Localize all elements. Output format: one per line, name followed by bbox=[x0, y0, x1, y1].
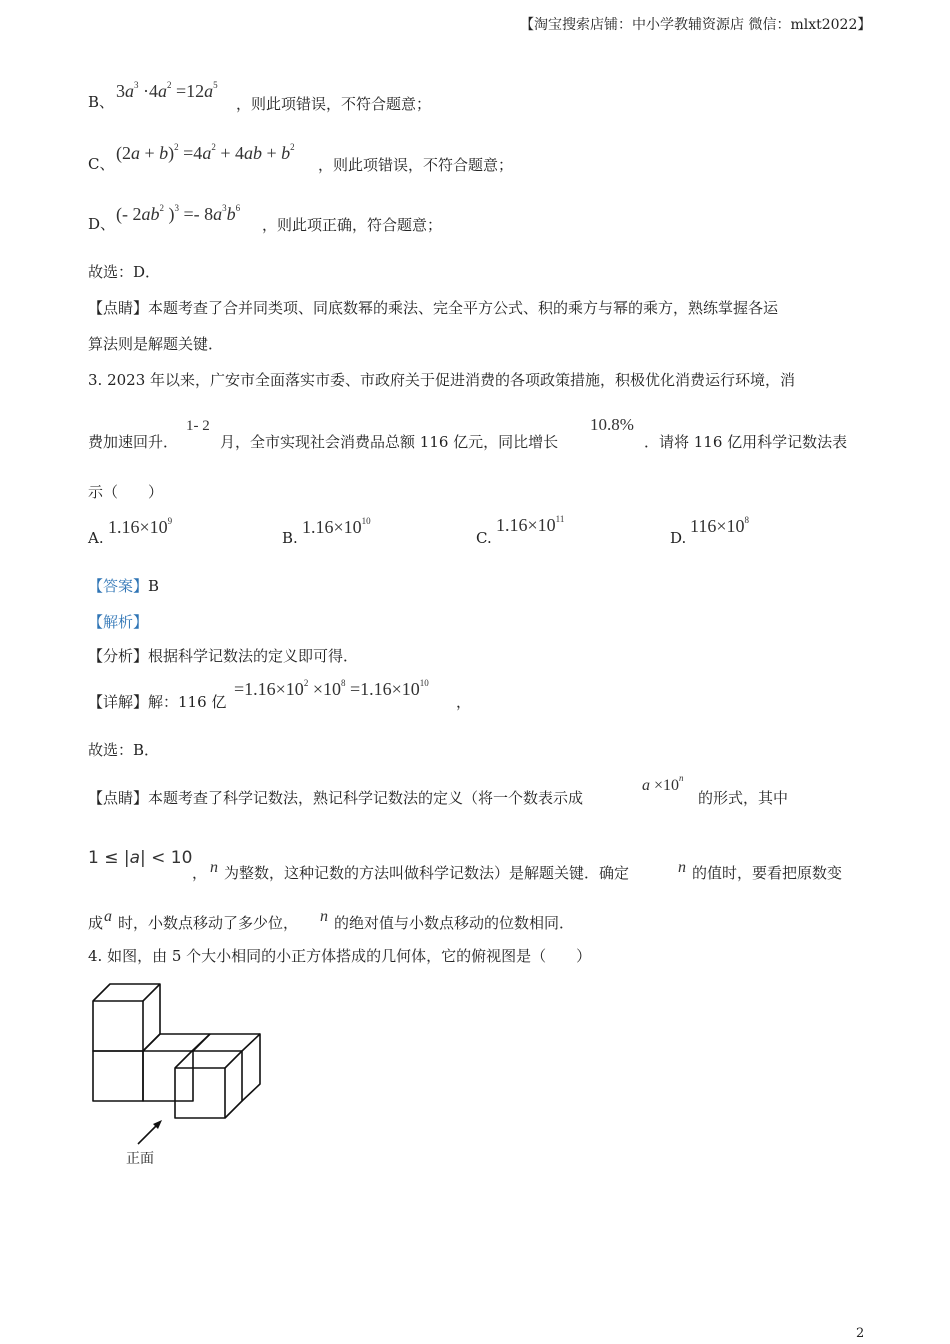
tip3-inequality: 1 ≤ |a| < 10 bbox=[88, 848, 193, 868]
option-a-choice-label: A. bbox=[88, 529, 104, 547]
option-d-text: ，则此项正确，符合题意； bbox=[262, 216, 443, 234]
option-a-choice-value: $1.16\times 10^9$ bbox=[108, 516, 173, 537]
option-d-choice-value: $116\times 10^8$ bbox=[690, 515, 749, 536]
tip3-c: ， bbox=[192, 864, 208, 882]
option-b-choice-label: B. bbox=[282, 529, 298, 547]
option-d-label: D、 bbox=[88, 215, 116, 233]
q3-percent: 10.8% bbox=[590, 415, 634, 434]
q3-choice: 故选：B． bbox=[88, 741, 160, 759]
option-c-formula: $(2a + b)^2 =4a^2 + 4ab + b^2$ bbox=[116, 142, 295, 163]
tip3-a2: a bbox=[104, 908, 112, 925]
answer-value: B bbox=[148, 577, 160, 595]
option-b-line bbox=[88, 92, 114, 112]
option-d-formula: (- $2ab^2$ )$^3 =- 8a^3b^6$ bbox=[116, 203, 241, 224]
q3-months: 1- 2 bbox=[186, 418, 210, 434]
tip3-n3: n bbox=[320, 908, 328, 925]
tip3-b: 的形式，其中 bbox=[698, 789, 789, 807]
option-b-formula: $3a^3 \cdot 4a^2 =12a^5$ bbox=[116, 80, 218, 101]
q3-line2a: 费加速回升． bbox=[88, 433, 179, 451]
tip3-n2: n bbox=[678, 859, 686, 876]
detail-suffix: ， bbox=[456, 693, 472, 711]
option-b-choice-value: $1.16\times 10^{10}$ bbox=[302, 516, 371, 537]
q3-line1: 3. 2023 年以来，广安市全面落实市委、市政府关于促进消费的各项政策措施，积极优化消费运行环境，消 bbox=[88, 371, 796, 389]
tip3-h: 的绝对值与小数点移动的位数相同． bbox=[334, 914, 575, 932]
answer-tag: 【答案】 bbox=[88, 577, 149, 595]
tip3-n1: n bbox=[210, 859, 218, 876]
option-d-choice-label: D. bbox=[670, 529, 687, 547]
option-b-label: B、 bbox=[88, 93, 115, 111]
option-b-text: ，则此项错误，不符合题意； bbox=[236, 95, 432, 113]
page-header: 【淘宝搜索店铺：中小学教辅资源店 微信：mlxt2022】 bbox=[520, 17, 872, 33]
q3-line2c: ．请将 116 亿用科学记数法表 bbox=[644, 433, 848, 451]
tip3-f: 成 bbox=[88, 914, 104, 932]
q2-choice: 故选：D． bbox=[88, 263, 161, 281]
tip3-a: 【点睛】本题考查了科学记数法，熟记科学记数法的定义（将一个数表示成 bbox=[88, 789, 584, 807]
q3-line2b: 月，全市实现社会消费品总额 116 亿元，同比增长 bbox=[220, 433, 559, 451]
tip3-e: 的值时，要看把原数变 bbox=[692, 864, 843, 882]
q4-text: 4. 如图，由 5 个大小相同的小正方体搭成的几何体，它的俯视图是（ ） bbox=[88, 947, 592, 965]
figure-label: 正面 bbox=[126, 1151, 154, 1167]
analysis-fenxi: 【分析】根据科学记数法的定义即可得． bbox=[88, 647, 359, 665]
q2-tip-line2: 算法则是解题关键． bbox=[88, 335, 224, 353]
page-number: 2 bbox=[856, 1326, 865, 1341]
q2-tip-line1: 【点睛】本题考查了合并同类项、同底数幂的乘法、完全平方公式、积的乘方与幂的乘方，熟练掌握各运 bbox=[88, 299, 779, 317]
option-c-choice-value: $1.16\times 10^{11}$ bbox=[496, 514, 565, 535]
q3-line3: 示（ ） bbox=[88, 483, 164, 501]
cube-figure bbox=[80, 978, 280, 1178]
tip3-d: 为整数，这种记数的方法叫做科学记数法）是解题关键．确定 bbox=[224, 864, 630, 882]
detail-formula: $=1.16\times 10^2 \times 10^8 =1.16\times 10^{10}$ bbox=[234, 678, 429, 699]
tip3-formula: $a \times 10^n$ bbox=[642, 773, 684, 794]
answer bbox=[88, 576, 159, 596]
detail-prefix: 【详解】解：116 亿 bbox=[88, 693, 227, 711]
analysis-tag: 【解析】 bbox=[88, 613, 149, 631]
option-c-label: C、 bbox=[88, 155, 115, 173]
option-c-text: ，则此项错误，不符合题意； bbox=[318, 156, 514, 174]
option-c-choice-label: C. bbox=[476, 529, 492, 547]
tip3-g: 时，小数点移动了多少位， bbox=[118, 914, 299, 932]
